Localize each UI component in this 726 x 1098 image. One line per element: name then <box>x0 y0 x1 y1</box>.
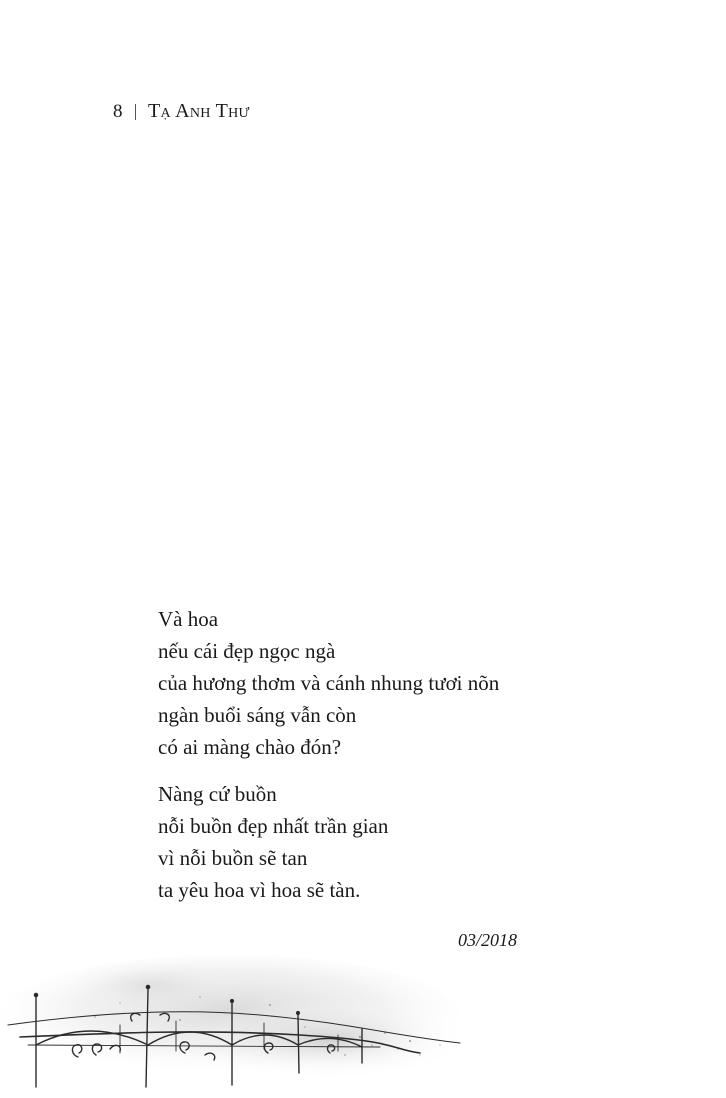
wrought-iron-fence-icon <box>0 945 500 1098</box>
page-number: 8 <box>113 100 123 122</box>
poem-line: ngàn buổi sáng vẫn còn <box>158 703 357 727</box>
poem <box>158 603 499 906</box>
poem-date: 03/2018 <box>458 930 518 950</box>
poem-stanza-1 <box>158 603 499 763</box>
watercolor-wash <box>60 955 240 1015</box>
page-header <box>113 100 250 123</box>
poem-line: nếu cái đẹp ngọc ngà <box>158 639 336 663</box>
poem-line: có ai màng chào đón? <box>158 735 342 759</box>
poem-line: của hương thơm và cánh nhung tươi nõn <box>158 671 500 695</box>
poem-line: vì nỗi buồn sẽ tan <box>158 846 308 870</box>
author-name: Tạ Anh Thư <box>148 100 250 122</box>
poem-line: Và hoa <box>158 607 219 631</box>
poem-line: Nàng cứ buồn <box>158 782 277 806</box>
header-separator <box>135 104 136 120</box>
poem-line: ta yêu hoa vì hoa sẽ tàn. <box>158 878 361 902</box>
poem-stanza-2 <box>158 778 499 906</box>
poem-line: nỗi buồn đẹp nhất trần gian <box>158 814 389 838</box>
